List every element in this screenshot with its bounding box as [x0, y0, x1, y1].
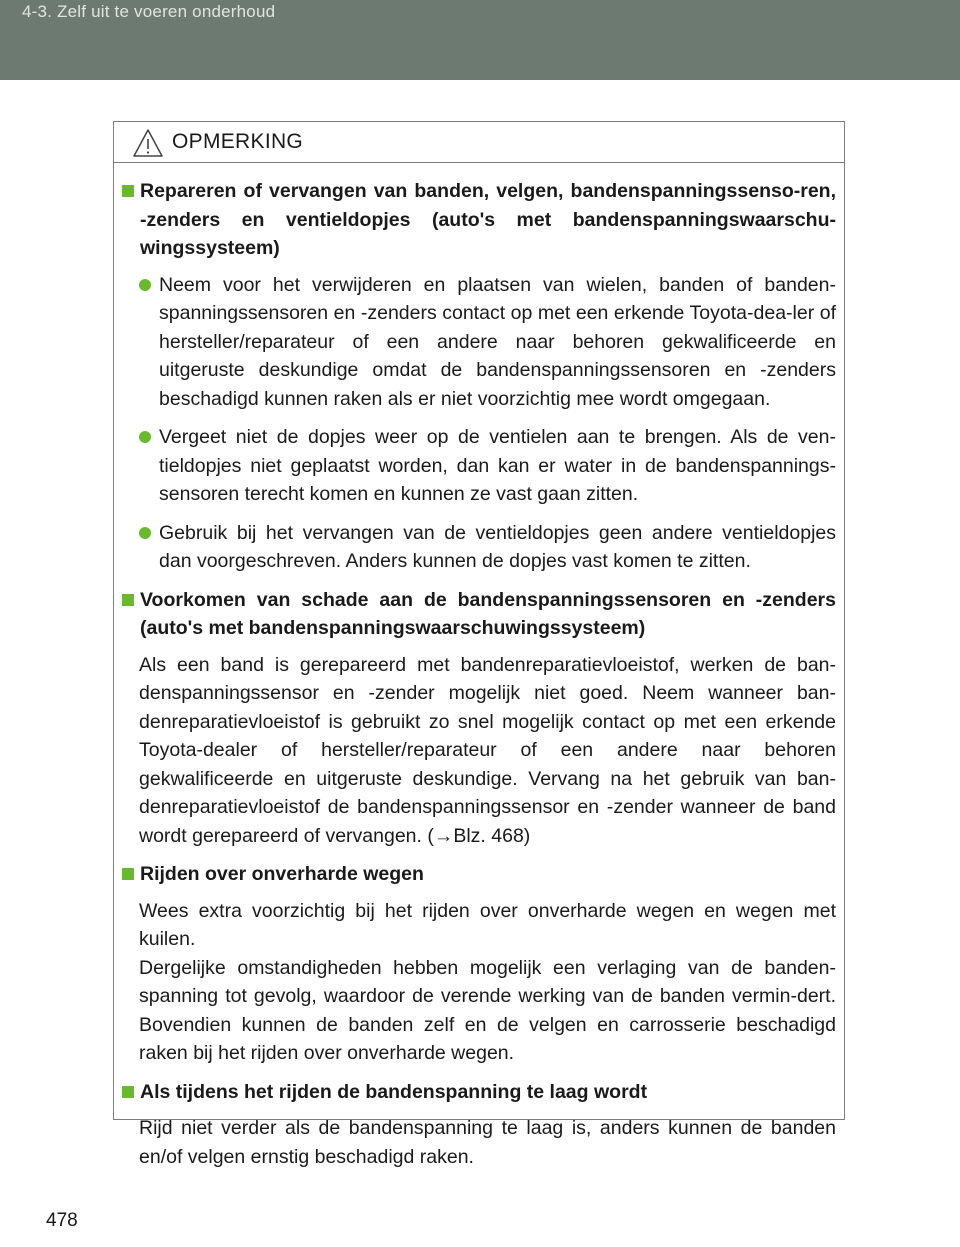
- section-paragraph-2: Dergelijke omstandigheden hebben mogelijk een verlaging van de banden-spanning tot gevolg, waardoor de verende werking van de banden vermin-dert. Bovendien kunnen de banden zelf en de velgen en carrosserie beschadigd raken bij het rijden over onverharde wegen.: [139, 956, 836, 1064]
- section-prevent-damage: [122, 586, 836, 851]
- square-bullet-icon: [122, 185, 134, 197]
- section-heading: [122, 586, 836, 643]
- section-low-pressure: [122, 1078, 836, 1172]
- section-heading: [122, 1078, 836, 1107]
- section-repair-replace: [122, 177, 836, 576]
- notice-header: [114, 122, 844, 163]
- bullet-text: Neem voor het verwijderen en plaatsen van wielen, banden of banden-spanningssensoren en -zenders contact op met een erkende Toyota-dea-ler of hersteller/reparateur of een andere naar behoren gekwalificeerde en uitgeruste deskundige omdat de bandenspanningssensoren en -zenders beschadigd kunnen raken als er niet voorzichtig mee wordt omgegaan.: [159, 273, 836, 410]
- section-heading-text: Repareren of vervangen van banden, velgen, bandenspanningssenso-ren, -zenders en ventieldopjes (auto's met bandenspanningswaarschu-wingssysteem): [140, 180, 836, 259]
- round-bullet-icon: [139, 431, 151, 443]
- list-item: [122, 271, 836, 414]
- chapter-title: 4-3. Zelf uit te voeren onderhoud: [22, 2, 276, 21]
- section-paragraph: Wees extra voorzichtig bij het rijden over onverharde wegen en wegen met kuilen.: [139, 899, 836, 950]
- section-heading-text: Voorkomen van schade aan de bandenspanningssensoren en -zenders (auto's met bandenspanningswaarschuwingssysteem): [140, 588, 836, 639]
- section-heading: [122, 860, 836, 889]
- bullet-list: [122, 271, 836, 576]
- page-number: 478: [46, 1210, 78, 1231]
- square-bullet-icon: [122, 868, 134, 880]
- section-paragraph: Als een band is gerepareerd met bandenreparatievloeistof, werken de ban-denspanningssensor en -zender mogelijk niet goed. Neem wanneer ban-denreparatievloeistof is gebruikt zo snel mogelijk contact op met een erkende Toyota-dealer of hersteller/reparateur of een andere naar behoren gekwalificeerde en uitgeruste deskundige. Vervang na het gebruik van ban-denreparatievloeistof de bandenspanningssensor en -zender wanneer de band wordt gerepareerd of vervangen. (→Blz. 468): [139, 653, 836, 847]
- list-item: [122, 519, 836, 576]
- chapter-header-band: [0, 0, 960, 80]
- section-paragraph: Rijd niet verder als de bandenspanning te laag is, anders kunnen de banden en/of velgen ernstig beschadigd raken.: [139, 1117, 836, 1168]
- section-unpaved-roads: [122, 860, 836, 1068]
- bullet-text: Vergeet niet de dopjes weer op de ventielen aan te brengen. Als de ven-tieldopjes niet geplaatst worden, dan kan er water in de bandenspannings-sensoren terecht komen en kunnen ze vast gaan zitten.: [159, 426, 836, 505]
- round-bullet-icon: [139, 527, 151, 539]
- round-bullet-icon: [139, 279, 151, 291]
- notice-body: [114, 163, 844, 1171]
- notice-box: [113, 121, 845, 1168]
- section-heading-text: Rijden over onverharde wegen: [140, 863, 424, 885]
- square-bullet-icon: [122, 594, 134, 606]
- square-bullet-icon: [122, 1086, 134, 1098]
- section-heading: [122, 177, 836, 263]
- section-heading-text: Als tijdens het rijden de bandenspanning te laag wordt: [140, 1080, 648, 1103]
- bullet-text: Gebruik bij het vervangen van de ventieldopjes geen andere ventieldopjes dan voorgeschreven. Anders kunnen de dopjes vast komen te zitten.: [159, 521, 836, 572]
- warning-triangle-icon: [132, 128, 164, 158]
- list-item: [122, 423, 836, 509]
- notice-title: OPMERKING: [172, 130, 304, 153]
